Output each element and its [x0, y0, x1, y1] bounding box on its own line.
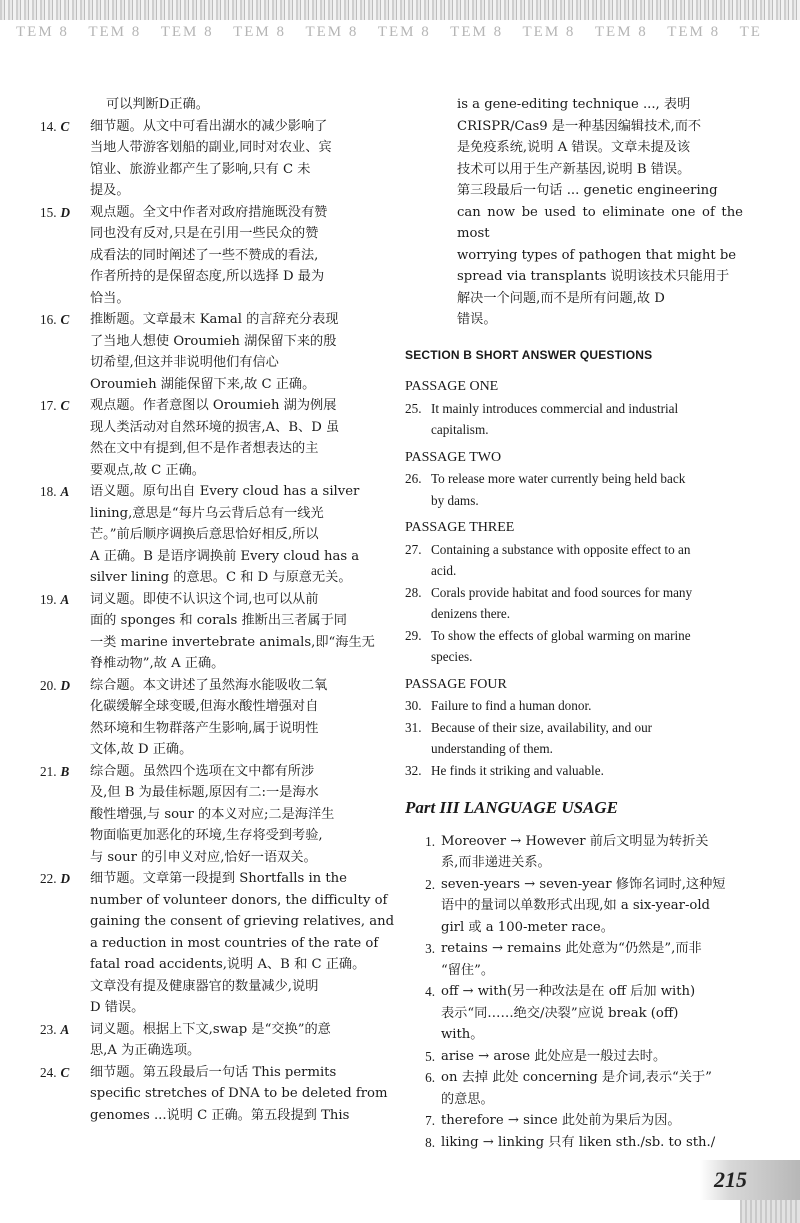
question-number: 18. [40, 484, 57, 499]
answer-key: C [60, 312, 70, 327]
running-header [0, 24, 800, 46]
answer-number [40, 116, 90, 202]
answer-key: D [60, 204, 71, 220]
answer-explanation [90, 589, 408, 675]
explanation-line: 第三段最后一句话 ... genetic engineering [457, 183, 718, 198]
answer-number [40, 1062, 90, 1127]
answer-number [40, 868, 90, 1019]
explanation-line: 词义题。即使不认识这个词,也可以从前 [90, 591, 319, 607]
short-answer-number: 31. [405, 719, 422, 735]
explanation-line: is a gene-editing technique ..., 表明 [457, 97, 691, 112]
short-answer-line: capitalism. [431, 422, 489, 437]
explanation-line: 成看法的同时阐述了一些不赞成的看法, [90, 247, 319, 263]
explanation-line: genomes ...说明 C 正确。第五段提到 This [90, 1107, 350, 1123]
answer-key: D [60, 871, 71, 886]
explanation-line: 一类 marine invertebrate animals,即“海生无 [90, 634, 375, 650]
question-number: 17. [40, 398, 57, 413]
explanation-line: 要观点,故 C 正确。 [90, 462, 205, 478]
part-three-title: Part III LANGUAGE USAGE [405, 798, 619, 817]
question-number: 23. [40, 1021, 57, 1037]
answer-key: A [60, 1021, 70, 1037]
answer-number [40, 761, 90, 869]
answer-key: A [60, 591, 70, 607]
answer-item [40, 868, 408, 1019]
language-usage-item [405, 981, 743, 1046]
answer-key: B [60, 763, 70, 779]
explanation-line: 作者所持的是保留态度,所以选择 D 最为 [90, 269, 325, 284]
scan-top-strip [0, 0, 800, 20]
short-answer-text [431, 625, 743, 668]
short-answer-line: Containing a substance with opposite effect to an [431, 541, 691, 557]
answer-key: D [60, 677, 71, 693]
explanation-line: 观点题。全文中作者对政府措施既没有赞 [90, 204, 328, 220]
language-usage-text [441, 831, 743, 874]
explanation-line: 推断题。文章最末 Kamal 的言辞充分表现 [90, 312, 339, 327]
language-usage-number: 8. [425, 1134, 435, 1150]
left-column [40, 94, 408, 1126]
short-answer [405, 695, 743, 717]
answer-explanation [90, 202, 408, 310]
short-answer-line: To release more water currently being held back [431, 471, 686, 486]
answer-item [40, 675, 408, 761]
language-usage-item [405, 938, 743, 981]
question-number: 19. [40, 591, 57, 607]
short-answer [405, 760, 743, 782]
language-usage-line: on 去掉 此处 concerning 是介词,表示“关于” [441, 1070, 712, 1085]
explanation-line: lining,意思是“每片乌云背后总有一线光 [90, 505, 324, 521]
answer-item [40, 116, 408, 202]
answer-item [40, 309, 408, 395]
language-usage-number: 4. [425, 984, 435, 999]
scan-bottom-strip [740, 1200, 800, 1223]
explanation-line: number of volunteer donors, the difficulty of [90, 892, 388, 908]
short-answer [405, 398, 743, 441]
explanation-line: 芒。”前后顺序调换后意思恰好相反,所以 [90, 527, 319, 542]
language-usage-item [405, 1110, 743, 1132]
answer-item [40, 1019, 408, 1062]
answer-item [40, 1062, 408, 1127]
explanation-line: 细节题。从文中可看出湖水的减少影响了 [90, 118, 328, 134]
answer-item [40, 761, 408, 869]
question-number: 15. [40, 204, 57, 220]
short-answer [405, 717, 743, 760]
running-header-label: TEM 8 [16, 24, 69, 40]
explanation-line: 语义题。原句出自 Every cloud has a silver [90, 484, 360, 499]
language-usage-line: “留住”。 [441, 962, 495, 978]
answer-key: A [60, 484, 70, 499]
explanation-line: 恰当。 [90, 290, 130, 306]
explanation-line: 酸性增强,与 sour 的本义对应;二是海洋生 [90, 806, 335, 822]
language-usage-line: liking → linking 只有 liken sth./sb. to sth./ [441, 1134, 716, 1150]
short-answer-line: It mainly introduces commercial and industrial [431, 400, 679, 416]
answer-number [40, 589, 90, 675]
explanation-line: 技术可以用于生产新基因,说明 B 错误。 [457, 161, 691, 177]
language-usage-line: with。 [441, 1027, 484, 1042]
answer-number [40, 395, 90, 481]
explanation-line: A 正确。B 是语序调换前 Every cloud has a [90, 548, 360, 564]
explanation-line: 提及。 [90, 183, 130, 198]
running-header-label: TEM 8 [233, 24, 286, 40]
explanation-line: 了当地人想使 Oroumieh 湖保留下来的殷 [90, 333, 337, 349]
answer-item [40, 395, 408, 481]
explanation-line: 当地人带游客划船的副业,同时对农业、宾 [90, 140, 332, 155]
short-answer-number: 28. [405, 584, 422, 600]
question-number: 21. [40, 763, 57, 779]
explanation-line: 细节题。第五段最后一句话 This permits [90, 1064, 337, 1080]
explanation-line: 文章没有提及健康器官的数量减少,说明 [90, 978, 319, 994]
running-header-label: TEM 8 [377, 24, 431, 40]
language-usage-item [405, 1046, 743, 1068]
language-usage-number: 5. [425, 1048, 435, 1064]
short-answer-text [431, 398, 743, 441]
language-usage-item [405, 1067, 743, 1110]
question-number: 14. [40, 118, 57, 134]
language-usage-text [441, 981, 743, 1046]
short-answer-number: 30. [405, 698, 422, 713]
short-answer-line: To show the effects of global warming on marine [431, 627, 691, 643]
explanation-line: 错误。 [457, 312, 497, 327]
short-answer-text [431, 468, 743, 511]
explanation-line: 脊椎动物”,故 A 正确。 [90, 656, 225, 671]
answer-explanation [90, 1019, 408, 1062]
running-header-label: TEM 8 [522, 24, 576, 40]
short-answer-line: acid. [431, 563, 457, 578]
language-usage-number: 1. [425, 833, 435, 849]
short-answer [405, 582, 743, 625]
explanation-line: 然环境和生物群落产生影响,属于说明性 [90, 720, 319, 736]
explanation-line: 物面临更加恶化的环境,生存将受到考验, [90, 828, 323, 843]
continued-explanation [405, 94, 743, 331]
explanation-line: 与 sour 的引申义对应,恰好一语双关。 [90, 849, 317, 865]
explanation-line: 观点题。作者意图以 Oroumieh 湖为例展 [90, 398, 337, 413]
language-usage-text [441, 938, 743, 981]
section-b-title: SECTION B SHORT ANSWER QUESTIONS [405, 347, 653, 362]
passage-title: PASSAGE THREE [405, 520, 515, 535]
answer-number [40, 675, 90, 761]
explanation-line: gaining the consent of grieving relatives, and [90, 914, 395, 929]
explanation-line: 词义题。根据上下文,swap 是“交换”的意 [90, 1021, 331, 1037]
explanation-line: 是免疫系统,说明 A 错误。文章未提及该 [457, 140, 691, 155]
explanation-line: a reduction in most countries of the rate of [90, 935, 379, 951]
language-usage-number: 2. [425, 876, 435, 892]
answer-explanation [90, 481, 408, 589]
language-usage-line: Moreover → However 前后文明显为转折关 [441, 833, 709, 849]
language-usage-line: 系,而非递进关系。 [441, 855, 551, 870]
answer-item [40, 202, 408, 310]
answer-explanation [90, 309, 408, 395]
language-usage-number: 6. [425, 1070, 435, 1085]
answer-key: C [60, 118, 70, 134]
explanation-line: 化碳缓解全球变暖,但海水酸性增强对自 [90, 699, 319, 714]
explanation-line: 细节题。文章第一段提到 Shortfalls in the [90, 871, 347, 886]
explanation-line: fatal road accidents,说明 A、B 和 C 正确。 [90, 957, 366, 972]
explanation-line: 文体,故 D 正确。 [90, 742, 193, 757]
language-usage-text [441, 1110, 743, 1132]
language-usage-text [441, 1132, 743, 1154]
explanation-line: Oroumieh 湖能保留下来,故 C 正确。 [90, 376, 316, 392]
passage-title: PASSAGE TWO [405, 449, 502, 465]
language-usage-item [405, 874, 743, 939]
short-answer-line: Corals provide habitat and food sources for many [431, 584, 693, 600]
short-answer-text [431, 695, 743, 717]
running-header-label: TEM 8 [594, 24, 648, 40]
explanation-line: 切希望,但这并非说明他们有信心 [90, 355, 279, 370]
language-usage-text [441, 1046, 743, 1068]
language-usage-text [441, 1067, 743, 1110]
explanation-line: worrying types of pathogen that might be [457, 247, 737, 263]
explanation-line: can now be used to eliminate one of the most [457, 204, 743, 241]
explanation-line: 同也没有反对,只是在引用一些民众的赞 [90, 226, 319, 241]
explanation-line: silver lining 的意思。C 和 D 与原意无关。 [90, 570, 352, 585]
language-usage-line: 表示“同……绝交/决裂”应说 break (off) [441, 1005, 679, 1021]
short-answer [405, 625, 743, 668]
short-answer-number: 29. [405, 627, 422, 643]
running-header-label: TEM 8 [450, 24, 504, 40]
question-number: 16. [40, 312, 57, 327]
language-usage-line: 语中的量词以单数形式出现,如 a six-year-old [441, 898, 710, 913]
explanation-line: 综合题。本文讲述了虽然海水能吸收二氧 [90, 677, 328, 693]
running-header-label: TEM 8 [305, 24, 359, 40]
short-answer-text [431, 539, 743, 582]
short-answer-line: He finds it striking and valuable. [431, 762, 604, 778]
short-answer-line: species. [431, 649, 473, 664]
short-answer-text [431, 717, 743, 760]
language-usage-line: off → with(另一种改法是在 off 后加 with) [441, 984, 696, 999]
short-answer [405, 468, 743, 511]
answer-explanation [90, 395, 408, 481]
explanation-line: 解决一个问题,而不是所有问题,故 D [457, 290, 665, 306]
language-usage-line: retains → remains 此处意为“仍然是”,而非 [441, 941, 702, 956]
language-usage-number: 3. [425, 941, 435, 956]
answer-item [40, 589, 408, 675]
language-usage-line: 的意思。 [441, 1091, 494, 1107]
answer-key: C [60, 1064, 70, 1080]
right-column [405, 94, 743, 1153]
short-answer-number: 25. [405, 400, 422, 416]
answer-number [40, 481, 90, 589]
explanation-line: 面的 sponges 和 corals 推断出三者属于同 [90, 613, 347, 628]
language-usage-item [405, 1132, 743, 1154]
answer-explanation [90, 868, 408, 1019]
short-answer-line: Because of their size, availability, and our [431, 719, 653, 735]
page-number: 215 [700, 1160, 800, 1200]
passage-title: PASSAGE ONE [405, 379, 499, 394]
explanation-line: spread via transplants 说明该技术只能用于 [457, 269, 730, 284]
running-header-label: TEM 8 [160, 24, 214, 40]
question-number: 20. [40, 677, 57, 693]
language-usage-line: seven-years → seven-year 修饰名词时,这种短 [441, 876, 726, 892]
question-number: 22. [40, 871, 57, 886]
explanation-line: D 错误。 [90, 1000, 145, 1015]
short-answer-line: by dams. [431, 492, 479, 508]
explanation-line: 综合题。虽然四个选项在文中都有所涉 [90, 763, 315, 779]
short-answer-number: 27. [405, 541, 422, 557]
language-usage-number: 7. [425, 1113, 435, 1128]
explanation-line: 及,但 B 为最佳标题,原因有二:一是海水 [90, 785, 319, 800]
language-usage-text [441, 874, 743, 939]
explanation-line: CRISPR/Cas9 是一种基因编辑技术,而不 [457, 118, 702, 134]
answer-key: C [60, 398, 70, 413]
explanation-line: specific stretches of DNA to be deleted from [90, 1086, 388, 1101]
explanation-line: 然在文中有提到,但不是作者想表达的主 [90, 441, 319, 456]
short-answer-line: denizens there. [431, 606, 511, 621]
language-usage-line: girl 或 a 100-meter race。 [441, 919, 614, 935]
answer-explanation [90, 761, 408, 869]
answer-item [40, 481, 408, 589]
running-header-label: TEM 8 [88, 24, 142, 40]
answer-number [40, 202, 90, 310]
answer-number [40, 309, 90, 395]
answer-number [40, 1019, 90, 1062]
explanation-line: 馆业、旅游业都产生了影响,只有 C 未 [90, 161, 311, 177]
answer-explanation [90, 1062, 408, 1127]
answer-explanation [90, 675, 408, 761]
short-answer-text [431, 760, 743, 782]
short-answer-number: 32. [405, 762, 422, 778]
lead-line: 可以判断D正确。 [106, 97, 209, 112]
running-header-label: TE [739, 24, 762, 40]
passage-title: PASSAGE FOUR [405, 676, 507, 692]
short-answer-number: 26. [405, 471, 422, 486]
language-usage-item [405, 831, 743, 874]
running-header-label: TEM 8 [667, 24, 721, 40]
question-number: 24. [40, 1064, 57, 1080]
explanation-line: 思,A 为正确选项。 [90, 1043, 201, 1058]
short-answer-text [431, 582, 743, 625]
short-answer-line: understanding of them. [431, 741, 553, 756]
short-answer-line: Failure to find a human donor. [431, 698, 592, 713]
language-usage-line: arise → arose 此处应是一般过去时。 [441, 1048, 667, 1064]
answer-explanation [90, 116, 408, 202]
explanation-line: 现人类活动对自然环境的损害,A、B、D 虽 [90, 419, 340, 435]
short-answer [405, 539, 743, 582]
language-usage-line: therefore → since 此处前为果后为因。 [441, 1113, 681, 1128]
